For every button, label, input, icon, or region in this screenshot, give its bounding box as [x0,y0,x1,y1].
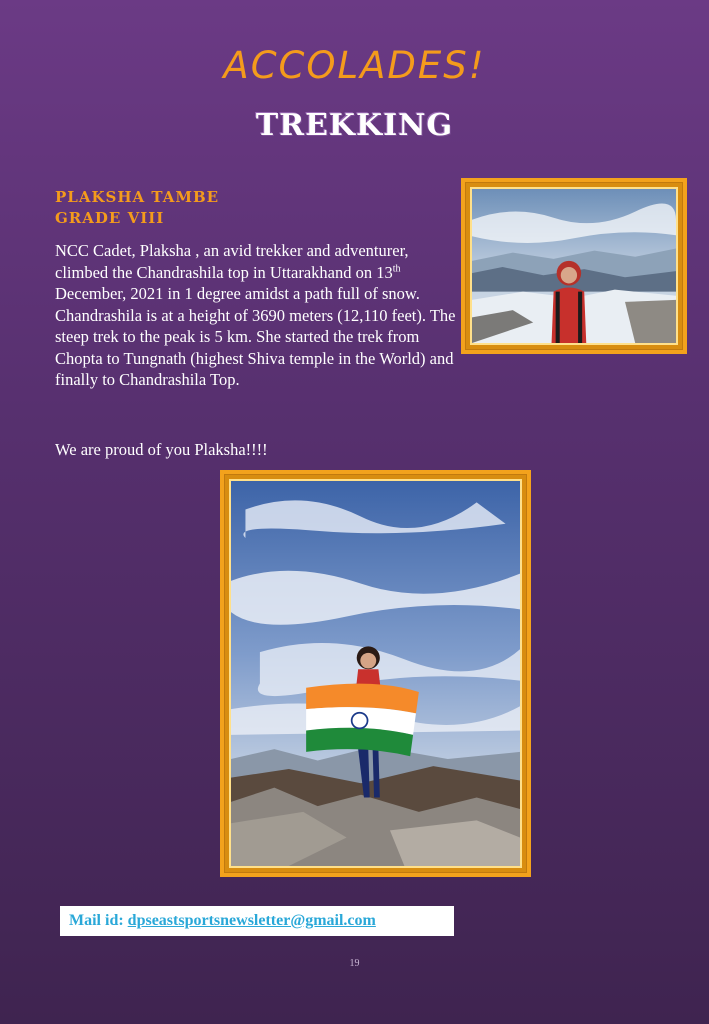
closing-line: We are proud of you Plaksha!!!! [55,440,268,459]
mail-label: Mail id: [69,912,128,929]
photo-image [470,187,678,345]
page-number: 19 [349,958,360,969]
mail-box [60,906,454,936]
article-paragraph [55,240,460,391]
mail-link[interactable]: dpseastsportsnewsletter@gmail.com [127,912,376,929]
section-title: TREKKING [255,108,454,143]
summit-portrait-photo [461,178,687,354]
article-text-part2: December, 2021 in 1 degree amidst a path full of snow. Chandrashila is at a height of 3690 meters (12,110 feet). The steep trek to the peak is 5 km. She started the trek from Chopta to Tungnath (highest Shiva temple in the World) and finally to Chandrashila Top. [55,284,456,389]
article-text-part1: NCC Cadet, Plaksha , an avid trekker and adventurer, climbed the Chandrashila top in Uttarakhand on 13 [55,241,409,282]
page-title: ACCOLADES! [223,44,486,87]
student-name: PLAKSHA TAMBE [55,188,220,206]
student-info [55,187,219,229]
photo-image [229,479,522,868]
student-grade: GRADE VIII [55,209,165,227]
flag-summit-photo [220,470,531,877]
date-ordinal: th [392,263,401,274]
